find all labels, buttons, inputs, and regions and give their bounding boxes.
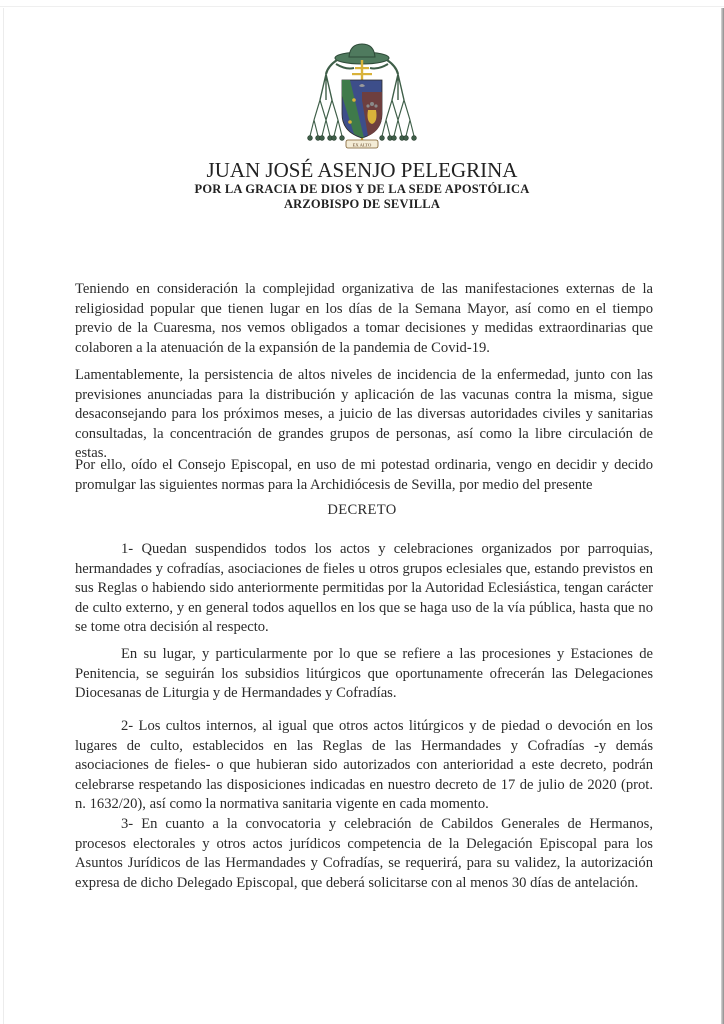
scan-edge-top xyxy=(0,6,724,7)
preamble-paragraph-2 xyxy=(75,366,653,464)
header-subtitle-line2: ARZOBISPO DE SEVILLA xyxy=(283,197,441,211)
archbishop-name: JUAN JOSÉ ASENJO PELEGRINA xyxy=(206,158,518,182)
paragraph-text: Lamentablemente, la persistencia de altos niveles de incidencia de la enfermedad, junto con las previsiones anunciadas para la distribución y aplicación de las vacunas contra la misma, sigue desaconsejando para los próximos meses, a juicio de las diversas autoridades civiles y sanitarias consultadas, la concentración de grandes grupos de personas, así como la libre circulación de estas. xyxy=(75,367,653,461)
article-text: 2- Los cultos internos, al igual que otros actos litúrgicos y de piedad o devoción en los lugares de culto, establecidos en las Reglas de las Hermandades y Cofradías -y demás asociaciones de fieles- o que hubieran sido autorizados con anterioridad a este decreto, podrán celebrarse respetando las disposiciones indicadas en nuestro decreto de 17 de julio de 2020 (prot. n. 1632/20), así como la normativa sanitaria vigente en cada momento. xyxy=(75,718,653,812)
decree-article-2 xyxy=(75,717,653,815)
archbishop-coat-of-arms-icon xyxy=(306,40,418,152)
decree-title: DECRETO xyxy=(327,502,397,518)
decree-article-1-continuation xyxy=(75,645,653,704)
article-text: 1- Quedan suspendidos todos los actos y celebraciones organizados por parroquias, hermandades y cofradías, asociaciones de fieles u otros grupos eclesiales que, estando previstos en sus Reglas o habiendo sido anteriormente permitidas por la Autoridad Eclesiástica, tengan carácter de culto externo, y en general todos aquellos en los que se haga uso de la vía pública, hasta que no se tome otra decisión al respecto. xyxy=(75,541,653,635)
document-header xyxy=(0,158,724,212)
crest-motto: EX ALTO xyxy=(352,142,372,148)
preamble-paragraph-1 xyxy=(75,280,653,358)
preamble-paragraph-3 xyxy=(75,456,653,495)
decree-article-3 xyxy=(75,815,653,893)
header-subtitle-line1: POR LA GRACIA DE DIOS Y DE LA SEDE APOSTÓLICA xyxy=(194,182,530,196)
paragraph-text: Por ello, oído el Consejo Episcopal, en uso de mi potestad ordinaria, vengo en decidir y decido promulgar las siguientes normas para la Archidiócesis de Sevilla, por medio del presente xyxy=(75,457,653,493)
decree-article-1 xyxy=(75,540,653,638)
article-text: 3- En cuanto a la convocatoria y celebración de Cabildos Generales de Hermanos, procesos electorales y otros actos jurídicos competencia de la Delegación Episcopal para los Asuntos Jurídicos de las Hermandades y Cofradías, se requerirá, para su validez, la autorización expresa de dicho Delegado Episcopal, que deberá solicitarse con al menos 30 días de antelación. xyxy=(75,816,653,891)
paragraph-text: Teniendo en consideración la complejidad organizativa de las manifestaciones externas de la religiosidad popular que tienen lugar en los días de la Semana Mayor, así como en el tiempo previo de la Cuaresma, nos vemos obligados a tomar decisiones y medidas extraordinarias que colaboren a la atenuación de la expansión de la pandemia de Covid-19. xyxy=(75,281,653,356)
article-text: En su lugar, y particularmente por lo que se refiere a las procesiones y Estaciones de Penitencia, se seguirán los subsidios litúrgicos que oportunamente ofrecerán las Delegaciones Diocesanas de Liturgia y de Hermandades y Cofradías. xyxy=(75,646,653,701)
